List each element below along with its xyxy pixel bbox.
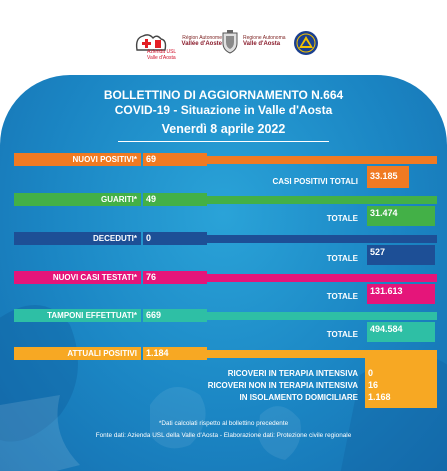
tamponi-total-bridge xyxy=(207,312,437,320)
tamponi-value: 669 xyxy=(146,310,162,320)
usl-logo xyxy=(131,30,177,63)
testati-label: NUOVI CASI TESTATI* xyxy=(52,273,137,282)
positivi-label: NUOVI POSITIVI* xyxy=(72,155,137,164)
positivi-total-label: CASI POSITIVI TOTALI xyxy=(272,177,358,186)
deceduti-total-label: TOTALE xyxy=(326,254,358,263)
tamponi-total-label: TOTALE xyxy=(326,330,358,339)
testati-total: 131.613 xyxy=(367,284,435,304)
footer-note: *Dati calcolati rispetto al bollettino precedente xyxy=(158,420,289,427)
positivi-total-bridge xyxy=(207,156,437,164)
bulletin-date: Venerdì 8 aprile 2022 xyxy=(161,122,286,136)
header-logos xyxy=(0,0,447,72)
usl-logo-title: Azienda USL xyxy=(147,49,177,55)
region-fr-title: Région Autonome xyxy=(182,35,222,41)
detail-value-domiciliare: 1.168 xyxy=(368,392,391,402)
usl-logo-sub: Valle d'Aosta xyxy=(147,55,176,61)
detail-value-ti: 0 xyxy=(368,368,374,378)
testati-total-bridge xyxy=(207,274,437,282)
guariti-total-label: TOTALE xyxy=(326,214,358,223)
detail-label-ti: RICOVERI IN TERAPIA INTENSIVA xyxy=(227,369,358,378)
attuali-detail-bridge xyxy=(207,350,437,358)
tamponi-label: TAMPONI EFFETTUATI* xyxy=(47,311,137,320)
bulletin-subtitle: COVID-19 - Situazione in Valle d'Aosta xyxy=(114,103,333,117)
guariti-total: 31.474 xyxy=(367,206,435,226)
testati-value: 76 xyxy=(146,272,157,282)
testati-total-label: TOTALE xyxy=(326,292,358,301)
positivi-value: 69 xyxy=(146,154,157,164)
region-it-title: Regione Autonoma xyxy=(243,35,286,41)
tamponi-total: 494.584 xyxy=(367,322,435,342)
region-fr-sub: Vallée d'Aoste xyxy=(181,41,222,47)
deceduti-total-bridge xyxy=(207,235,437,243)
positivi-total: 33.185 xyxy=(367,166,409,188)
coat-of-arms-icon xyxy=(221,30,239,54)
attuali-label: ATTUALI POSITIVI xyxy=(67,349,137,358)
bulletin-title: BOLLETTINO DI AGGIORNAMENTO N.664 xyxy=(103,88,344,102)
deceduti-value-bar xyxy=(143,232,207,245)
guariti-label: GUARITI* xyxy=(101,195,137,204)
civil-protection-icon xyxy=(293,30,319,56)
guariti-value: 49 xyxy=(146,194,157,204)
guariti-total-bridge xyxy=(207,196,437,204)
deceduti-value: 0 xyxy=(146,233,152,243)
attuali-value: 1.184 xyxy=(146,348,169,358)
region-it-sub: Valle d'Aosta xyxy=(243,41,281,47)
detail-label-domiciliare: IN ISOLAMENTO DOMICILIARE xyxy=(239,393,358,402)
detail-label-non-ti: RICOVERI NON IN TERAPIA INTENSIVA xyxy=(207,381,358,390)
footer-source: Fonte dati: Azienda USL della Valle d'Aosta - Elaborazione dati: Protezione civile regionale xyxy=(95,432,352,439)
detail-value-non-ti: 16 xyxy=(368,380,379,390)
deceduti-label: DECEDUTI* xyxy=(92,234,137,243)
title-divider xyxy=(118,141,329,142)
deceduti-total: 527 xyxy=(367,245,435,265)
region-emblem xyxy=(221,30,239,59)
civil-protection-logo xyxy=(293,30,319,61)
